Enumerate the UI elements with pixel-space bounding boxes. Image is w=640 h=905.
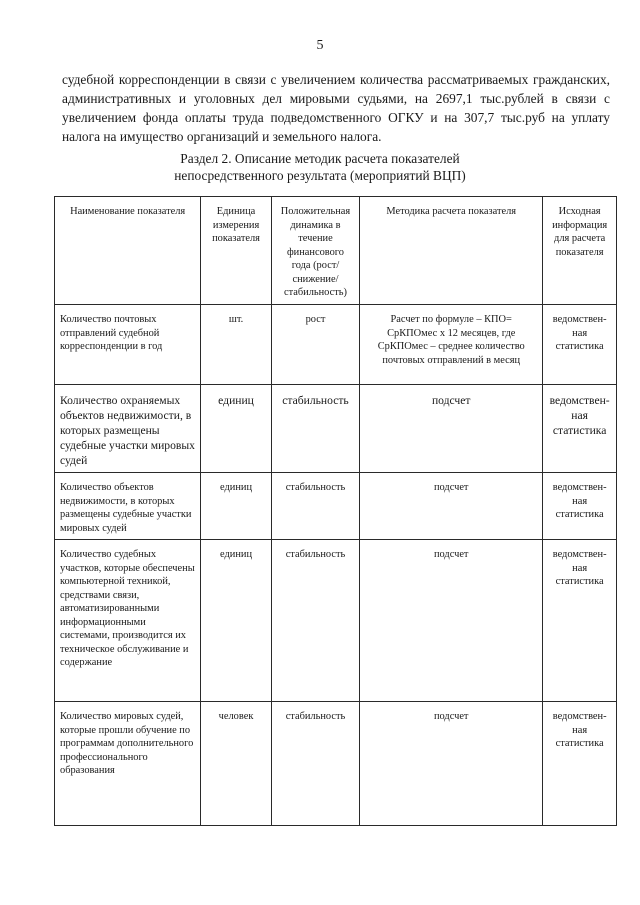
cell-unit: человек xyxy=(201,702,272,826)
cell-name: Количество объектов недвижимости, в которых размещены судебные участки мировых судей xyxy=(55,473,201,540)
cell-dynamics: стабильность xyxy=(271,702,359,826)
cell-dynamics: стабильность xyxy=(271,540,359,702)
page-number: 5 xyxy=(316,38,324,53)
intro-paragraph xyxy=(62,70,610,146)
cell-name: Количество судебных участков, которые обеспечены компьютерной техникой, средствами связи, автоматизированными информационными системами, производится их техническое обслуживание и содержание xyxy=(55,540,201,702)
header-source: Исходная информация для расчета показателя xyxy=(543,197,617,305)
cell-method: подсчет xyxy=(360,385,543,473)
header-name: Наименование показателя xyxy=(55,197,201,305)
cell-method: подсчет xyxy=(360,473,543,540)
section-title xyxy=(0,150,640,184)
cell-dynamics: стабильность xyxy=(271,385,359,473)
header-method: Методика расчета показателя xyxy=(360,197,543,305)
indicators-table xyxy=(54,196,617,826)
table-row xyxy=(55,385,617,473)
header-unit: Единица измерения показателя xyxy=(201,197,272,305)
table-header-row xyxy=(55,197,617,305)
cell-method: Расчет по формуле – КПО= СрКПОмес х 12 месяцев, где СрКПОмес – среднее количество почтовых отправлений в месяц xyxy=(360,305,543,385)
cell-source: ведомствен-ная статистика xyxy=(543,305,617,385)
cell-source: ведомствен-ная статистика xyxy=(543,385,617,473)
cell-name: Количество охраняемых объектов недвижимости, в которых размещены судебные участки мировых судей xyxy=(55,385,201,473)
cell-method: подсчет xyxy=(360,702,543,826)
cell-unit: шт. xyxy=(201,305,272,385)
header-dynamics: Положительная динамика в течение финансового года (рост/снижение/ стабильность) xyxy=(271,197,359,305)
cell-unit: единиц xyxy=(201,473,272,540)
cell-source: ведомствен-ная статистика xyxy=(543,702,617,826)
cell-method: подсчет xyxy=(360,540,543,702)
table-row xyxy=(55,473,617,540)
section-title-line-1: Раздел 2. Описание методик расчета показателей xyxy=(180,151,460,166)
cell-name: Количество мировых судей, которые прошли обучение по программам дополнительного профессионального образования xyxy=(55,702,201,826)
table-row xyxy=(55,540,617,702)
section-title-line-2: непосредственного результата (мероприятий ВЦП) xyxy=(174,168,466,183)
intro-text: судебной корреспонденции в связи с увеличением количества рассматриваемых гражданских, административных и уголовных дел мировыми судьями, на 2697,1 тыс.рублей в связи с увеличением фонда оплаты труда подведомственного ОГКУ и на 307,7 тыс.руб на уплату налога на имущество организаций и земельного налога. xyxy=(62,72,610,144)
cell-unit: единиц xyxy=(201,540,272,702)
cell-source: ведомствен-ная статистика xyxy=(543,540,617,702)
cell-source: ведомствен-ная статистика xyxy=(543,473,617,540)
cell-unit: единиц xyxy=(201,385,272,473)
cell-name: Количество почтовых отправлений судебной корреспонденции в год xyxy=(55,305,201,385)
table-row xyxy=(55,702,617,826)
table-row xyxy=(55,305,617,385)
cell-dynamics: рост xyxy=(271,305,359,385)
cell-dynamics: стабильность xyxy=(271,473,359,540)
